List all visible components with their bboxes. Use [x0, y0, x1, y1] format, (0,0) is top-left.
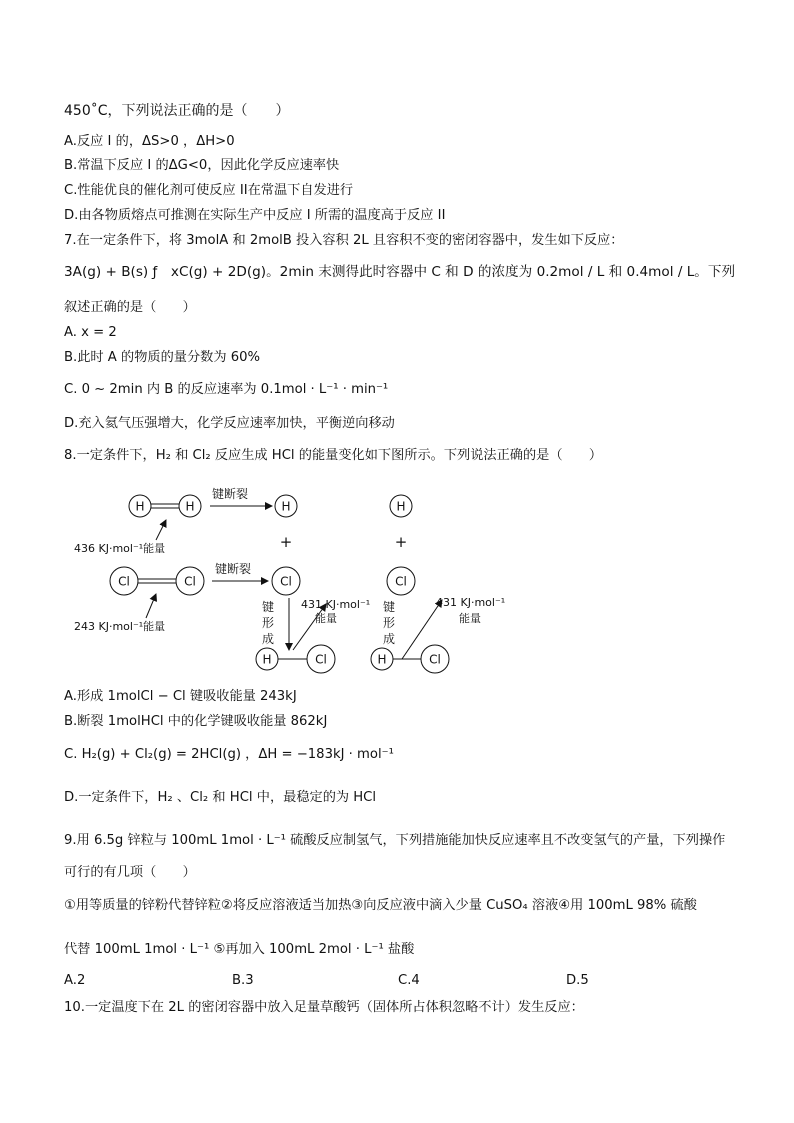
q9-measures-line2: 代替 100mL 1mol · L⁻¹ ⑤再加入 100mL 2mol · L⁻¹ 盐酸	[64, 942, 415, 957]
h-atom-label: H	[135, 499, 145, 514]
q9-option-c: C.4	[398, 973, 420, 988]
bond-form-label-char: 成	[261, 632, 275, 646]
q6-option-d: D.由各物质熔点可推测在实际生产中反应 I 所需的温度高于反应 II	[64, 208, 446, 223]
q6-tail: 450˚C，下列说法正确的是（ ）	[64, 103, 290, 119]
q6-option-c: C.性能优良的催化剂可使反应 II在常温下自发进行	[64, 183, 354, 198]
h-atom-label: H	[377, 652, 387, 667]
bond-energy-diagram	[64, 484, 544, 684]
hcl-energy-word: 能量	[459, 612, 481, 625]
q7-stem: 7.在一定条件下，将 3molA 和 2molB 投入容积 2L 且容积不变的密闭容器中，发生如下反应：	[64, 233, 624, 248]
h2-molecule	[129, 495, 201, 517]
q9-measures-line1: ①用等质量的锌粉代替锌粒②将反应溶液适当加热③向反应液中滴入少量 CuSO₄ 溶液④用 100mL 98% 硫酸	[64, 898, 697, 913]
plus-sign: +	[394, 533, 408, 551]
q8-option-a: A.形成 1molCl − Cl 键吸收能量 243kJ	[64, 689, 297, 704]
cl-atom-label: Cl	[395, 574, 407, 589]
h2-break-label: 键断裂	[212, 487, 249, 501]
q9-option-b: B.3	[232, 973, 254, 988]
bond-form-label-char: 键	[382, 600, 396, 614]
cl-atom-label: Cl	[184, 574, 196, 589]
hcl-energy-value: 431 KJ·mol⁻¹	[436, 596, 506, 609]
h-atom-label: H	[262, 652, 272, 667]
cl-atom-label: Cl	[315, 652, 327, 667]
q8-option-d: D.一定条件下，H₂ 、Cl₂ 和 HCl 中，最稳定的为 HCl	[64, 790, 377, 805]
q6-option-a: A.反应 I 的，ΔS>0 ，ΔH>0	[64, 134, 235, 149]
q10-stem: 10.一定温度下在 2L 的密闭容器中放入足量草酸钙（固体所占体积忽略不计）发生反应：	[64, 1000, 584, 1015]
bond-form-label-char: 键	[261, 600, 275, 614]
hcl-energy-word: 能量	[315, 612, 337, 625]
hcl-energy-value: 431 KJ·mol⁻¹	[301, 598, 371, 611]
q9-option-d: D.5	[566, 973, 589, 988]
q9-stem-line1: 9.用 6.5g 锌粒与 100mL 1mol · L⁻¹ 硫酸反应制氢气，下列措施能加快反应速率且不改变氢气的产量，下列操作	[64, 833, 726, 848]
cl-atom-label: Cl	[429, 652, 441, 667]
q7-stem-end: 叙述正确的是（ ）	[64, 300, 196, 315]
cl-atom-label: Cl	[118, 574, 130, 589]
bond-form-label-char: 成	[382, 632, 396, 646]
q8-option-b: B.断裂 1molHCl 中的化学键吸收能量 862kJ	[64, 714, 328, 729]
q7-option-d: D.充入氦气压强增大，化学反应速率加快，平衡逆向移动	[64, 416, 395, 431]
h-atom-label: H	[396, 499, 406, 514]
cl2-molecule	[110, 567, 204, 595]
q8-stem: 8.一定条件下，H₂ 和 Cl₂ 反应生成 HCl 的能量变化如下图所示。下列说法正确的是（ ）	[64, 448, 603, 463]
q7-option-b: B.此时 A 的物质的量分数为 60%	[64, 350, 261, 365]
h2-energy-label: 436 KJ·mol⁻¹能量	[74, 542, 166, 555]
plus-sign: +	[279, 533, 293, 551]
q8-option-c: C. H₂(g) + Cl₂(g) = 2HCl(g) ，ΔH = −183kJ · mol⁻¹	[64, 747, 394, 762]
cl2-break-label: 键断裂	[215, 562, 252, 576]
q9-option-a: A.2	[64, 973, 86, 988]
q7-option-c: C. 0 ~ 2min 内 B 的反应速率为 0.1mol · L⁻¹ · min⁻¹	[64, 382, 389, 397]
q9-stem-line2: 可行的有几项（ ）	[64, 865, 196, 880]
q6-option-b: B.常温下反应 I 的ΔG<0，因此化学反应速率快	[64, 158, 340, 173]
cl-atom-label: Cl	[280, 574, 292, 589]
h-atom-label: H	[185, 499, 195, 514]
bond-form-label-char: 形	[261, 616, 275, 630]
q7-equation: 3A(g) + B(s) ƒ xC(g) + 2D(g)。2min 末测得此时容器中 C 和 D 的浓度为 0.2mol / L 和 0.4mol / L。下列	[64, 264, 736, 280]
bond-form-label-char: 形	[382, 616, 396, 630]
h-atom-label: H	[281, 499, 291, 514]
cl2-energy-label: 243 KJ·mol⁻¹能量	[74, 620, 166, 633]
q7-option-a: A. x = 2	[64, 325, 117, 340]
